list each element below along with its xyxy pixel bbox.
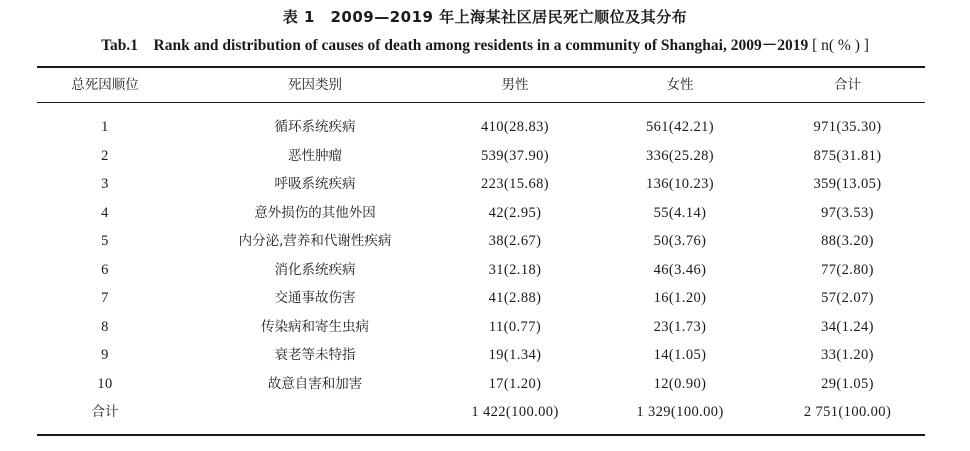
cell-total: 88(3.20) <box>821 233 874 249</box>
cell-male: 17(1.20) <box>488 375 542 392</box>
table-title-english <box>0 33 970 55</box>
cell-cause: 故意自害和加害 <box>267 375 363 392</box>
cell-cause: 内分泌,营养和代谢性疾病 <box>238 233 392 249</box>
cell-male: 41(2.88) <box>488 290 542 306</box>
cell-cause: 衰老等未特指 <box>274 347 356 363</box>
cell-total: 875(31.81) <box>813 147 882 164</box>
table-row <box>0 228 970 254</box>
header-male: 男性 <box>501 77 529 93</box>
header-cause: 死因类别 <box>288 77 342 93</box>
table-row <box>0 285 970 311</box>
cell-cause: 循环系统疾病 <box>274 119 356 135</box>
cell-rank: 7 <box>101 290 109 306</box>
table-row <box>0 257 970 283</box>
cell-cause: 消化系统疾病 <box>274 261 356 278</box>
header-rank: 总死因顺位 <box>71 77 139 93</box>
header-female: 女性 <box>666 77 694 93</box>
cell-female: 55(4.14) <box>653 204 707 221</box>
table-row <box>0 200 970 226</box>
table-header-row <box>0 72 970 98</box>
cell-total: 97(3.53) <box>821 204 874 221</box>
cell-total: 971(35.30) <box>813 119 882 135</box>
cell-female: 12(0.90) <box>653 375 707 392</box>
table-title-chinese: 表 1 2009—2019 年上海某社区居民死亡顺位及其分布 <box>282 8 688 26</box>
cell-female: 136(10.23) <box>645 176 715 192</box>
cell-cause: 传染病和寄生虫病 <box>261 318 369 335</box>
cell-rank: 5 <box>101 233 109 249</box>
cell-rank: 6 <box>101 261 109 278</box>
cell-female: 46(3.46) <box>653 261 707 278</box>
cell-female: 23(1.73) <box>653 318 707 335</box>
table-title-english-text: Tab.1 Rank and distribution of causes of death among residents in a community of Shanghai, 2009－2019 <box>101 37 809 54</box>
cell-total: 77(2.80) <box>821 261 874 278</box>
table-title-unit: [ n( % ) ] <box>812 37 869 54</box>
table-header-rule <box>37 102 925 103</box>
cell-rank: 4 <box>101 204 109 221</box>
table-bottom-rule <box>37 434 925 436</box>
cell-cause: 呼吸系统疾病 <box>274 176 356 192</box>
cell-cause <box>215 399 415 425</box>
cell-male: 223(15.68) <box>480 176 550 192</box>
cell-male: 1 422(100.00) <box>471 404 559 420</box>
table-row <box>0 371 970 397</box>
cell-rank: 1 <box>101 119 109 135</box>
cell-total: 29(1.05) <box>821 375 874 392</box>
cell-male: 19(1.34) <box>488 347 542 363</box>
cell-female: 50(3.76) <box>653 233 707 249</box>
cell-rank: 10 <box>97 375 113 392</box>
cell-rank: 3 <box>101 176 109 192</box>
table-row <box>0 314 970 340</box>
table-row <box>0 342 970 368</box>
cell-male: 38(2.67) <box>488 233 542 249</box>
cell-male: 410(28.83) <box>480 119 550 135</box>
table-total-row <box>0 399 970 425</box>
cell-female: 14(1.05) <box>653 347 707 363</box>
cell-male: 11(0.77) <box>488 318 542 335</box>
cell-male: 31(2.18) <box>488 261 542 278</box>
cell-total: 359(13.05) <box>813 176 882 192</box>
cell-rank: 9 <box>101 347 109 363</box>
cell-male: 42(2.95) <box>488 204 542 221</box>
table-row <box>0 171 970 197</box>
cell-rank: 2 <box>101 147 109 164</box>
cell-total: 33(1.20) <box>821 347 874 363</box>
cell-female: 1 329(100.00) <box>636 404 724 420</box>
table-row <box>0 114 970 140</box>
table-row <box>0 143 970 169</box>
cell-total: 57(2.07) <box>821 290 874 306</box>
cell-cause: 恶性肿瘤 <box>288 147 342 164</box>
cell-total: 2 751(100.00) <box>803 404 892 420</box>
cell-female: 336(25.28) <box>645 147 715 164</box>
table-top-rule <box>37 66 925 68</box>
cell-rank: 8 <box>101 318 109 335</box>
cell-rank: 合计 <box>91 404 119 420</box>
cell-male: 539(37.90) <box>480 147 550 164</box>
cell-cause: 意外损伤的其他外因 <box>254 204 376 221</box>
cell-female: 561(42.21) <box>645 119 715 135</box>
cell-cause: 交通事故伤害 <box>274 290 356 306</box>
header-total: 合计 <box>834 77 861 93</box>
cell-female: 16(1.20) <box>653 290 707 306</box>
cell-total: 34(1.24) <box>821 318 874 335</box>
